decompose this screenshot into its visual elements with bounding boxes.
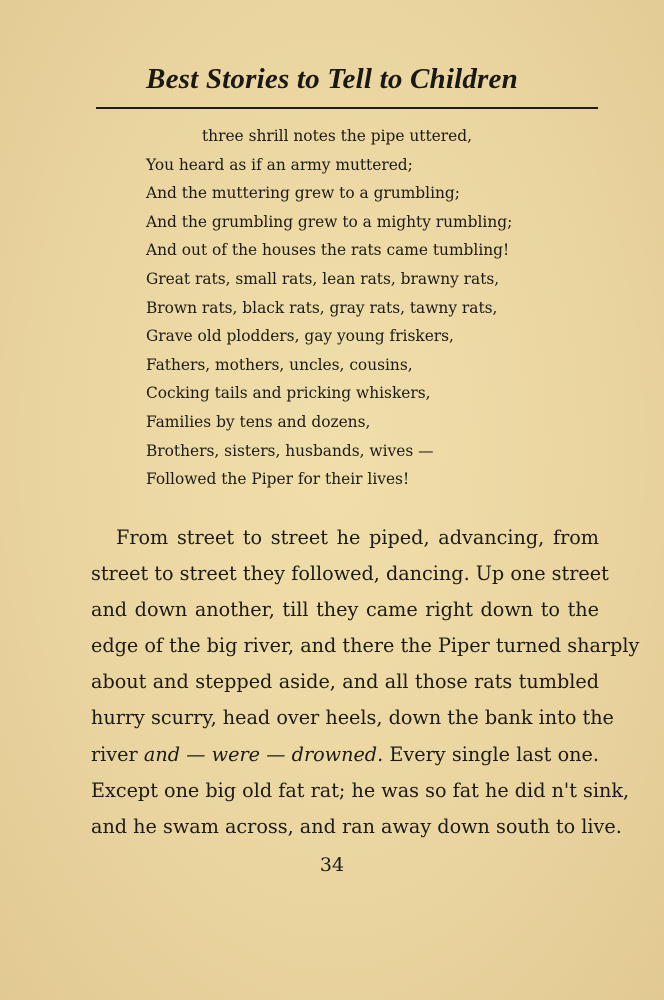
prose-line: hurry scurry, head over heels, down the bank into the — [91, 706, 614, 730]
verse-line: And out of the houses the rats came tumbling! — [146, 241, 510, 260]
verse-line: Families by tens and dozens, — [146, 412, 371, 431]
verse-block — [146, 122, 606, 494]
prose-line-end: Every single last one. — [383, 742, 599, 766]
verse-line: And the grumbling grew to a mighty rumbling; — [146, 212, 513, 231]
prose-line: and down another, till they came right down to the — [91, 598, 599, 622]
verse-line: Fathers, mothers, uncles, cousins, — [146, 355, 413, 374]
emphasized-text: and — were — drowned. — [143, 742, 384, 766]
prose-line: and he swam across, and ran away down south to live. — [91, 814, 622, 838]
verse-line: Cocking tails and pricking whiskers, — [146, 384, 431, 403]
verse-line: And the muttering grew to a grumbling; — [146, 184, 460, 203]
prose-line — [91, 737, 599, 773]
prose-line: street to street they followed, dancing. Up one street — [91, 562, 609, 586]
page-number: 34 — [319, 854, 345, 876]
prose-line: edge of the big river, and there the Piper turned sharply — [91, 634, 640, 658]
verse-line: Great rats, small rats, lean rats, brawny rats, — [146, 269, 500, 288]
verse-line: You heard as if an army muttered; — [146, 155, 413, 174]
prose-paragraph — [91, 520, 640, 845]
verse-line: three shrill notes the pipe uttered, — [202, 127, 472, 145]
verse-line: Brown rats, black rats, gray rats, tawny rats, — [146, 298, 498, 317]
prose-line-start: river — [91, 742, 144, 766]
prose-line: Except one big old fat rat; he was so fat he did n't sink, — [91, 778, 630, 802]
verse-line: Grave old plodders, gay young friskers, — [146, 327, 454, 346]
verse-line: Followed the Piper for their lives! — [146, 470, 410, 489]
header-rule — [96, 107, 598, 109]
prose-line: From street to street he piped, advancing, from — [116, 526, 599, 549]
prose-line: about and stepped aside, and all those rats tumbled — [91, 670, 599, 694]
running-head: Best Stories to Tell to Children — [146, 63, 518, 95]
verse-line: Brothers, sisters, husbands, wives — — [146, 441, 434, 460]
